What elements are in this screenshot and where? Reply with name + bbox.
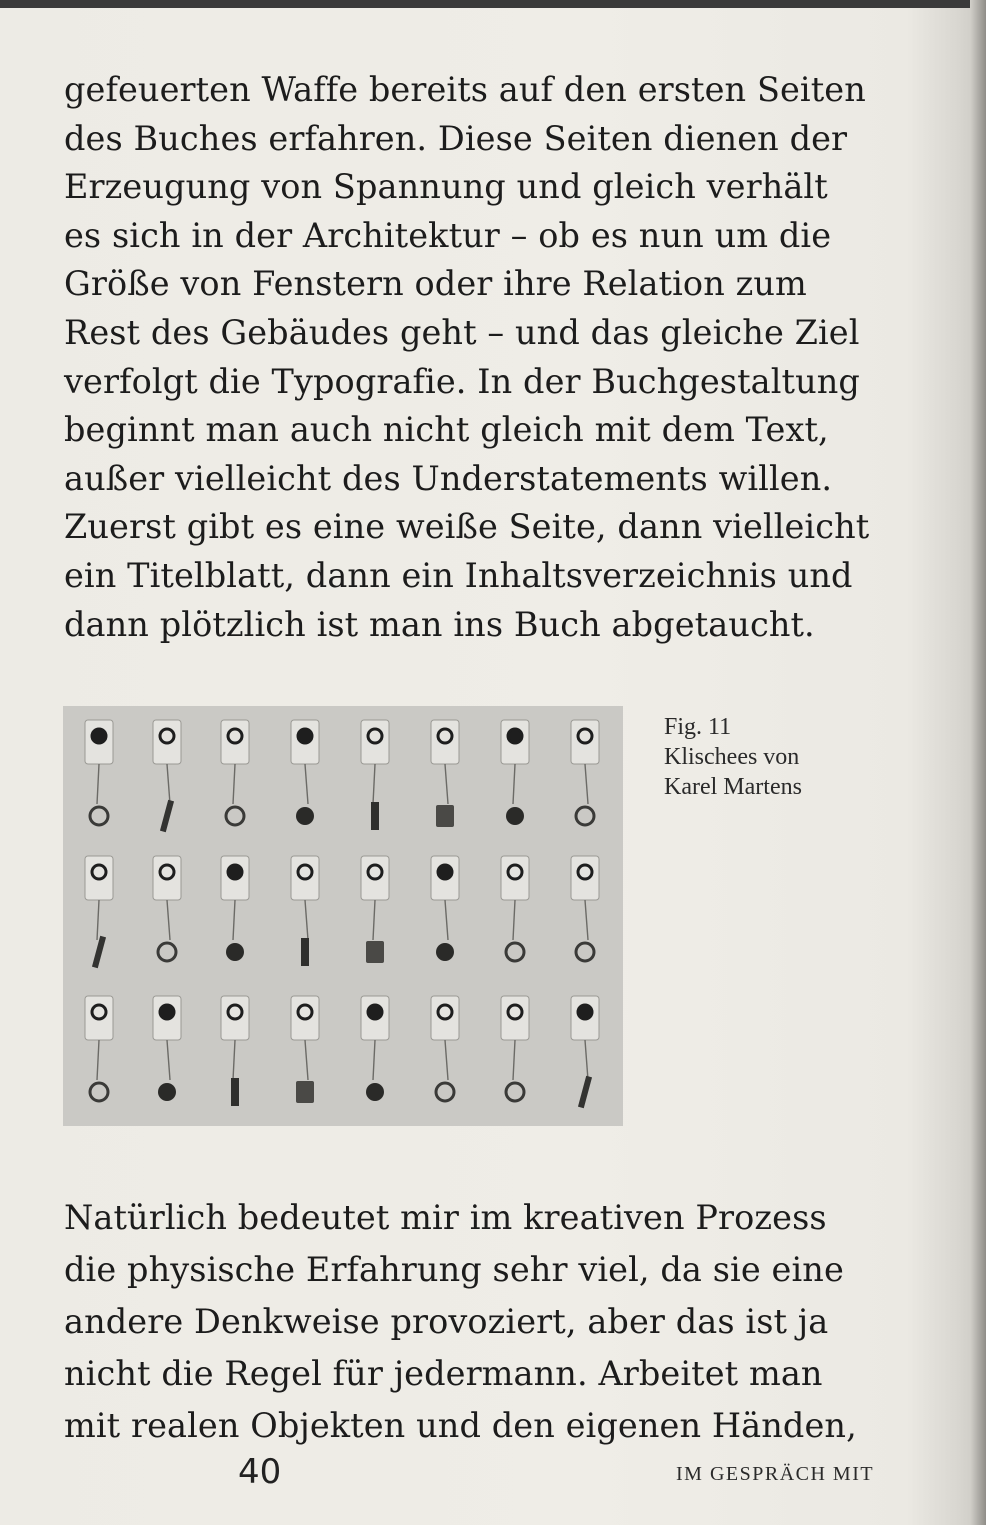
hanging-bar [231, 1078, 239, 1106]
text-line: beginnt man auch nicht gleich mit dem Text, [64, 410, 829, 450]
tag-symbol [438, 865, 452, 879]
text-line: Zuerst gibt es eine weiße Seite, dann vielleicht [64, 507, 870, 547]
hanging-disc [506, 807, 524, 825]
text-line: die physische Erfahrung sehr viel, da sie eine [64, 1250, 844, 1289]
text-line: des Buches erfahren. Diese Seiten dienen der [64, 118, 848, 158]
tag-symbol [160, 1005, 174, 1019]
show-through-decoration [880, 60, 986, 1420]
figure-caption [664, 712, 802, 802]
text-line: es sich in der Architektur – ob es nun um die [64, 215, 832, 255]
body-paragraph-2 [64, 1192, 894, 1452]
hanging-block [436, 805, 454, 827]
tag-symbol [228, 865, 242, 879]
tag-symbol [92, 729, 106, 743]
text-line: andere Denkweise provoziert, aber das ist ja [64, 1302, 829, 1341]
running-head: IM GESPRÄCH MIT [676, 1463, 875, 1485]
page-number: 40 [238, 1452, 282, 1492]
text-line: Erzeugung von Spannung und gleich verhält [64, 167, 828, 207]
tag-symbol [368, 1005, 382, 1019]
text-line: gefeuerten Waffe bereits auf den ersten Seiten [64, 70, 866, 109]
hanging-bar [371, 802, 379, 830]
caption-line: Karel Martens [664, 774, 802, 800]
caption-figure-number: Fig. 11 [664, 714, 732, 740]
hanging-block [366, 941, 384, 963]
scan-edge [0, 0, 986, 8]
klischees-illustration [63, 706, 623, 1126]
hanging-disc [296, 807, 314, 825]
text-line: nicht die Regel für jedermann. Arbeitet man [64, 1354, 823, 1393]
hanging-block [296, 1081, 314, 1103]
tag-symbol [298, 729, 312, 743]
tag-symbol [578, 1005, 592, 1019]
text-line: ein Titelblatt, dann ein Inhaltsverzeichnis und [64, 555, 853, 595]
text-line: mit realen Objekten und den eigenen Händen, [64, 1406, 857, 1445]
hanging-disc [436, 943, 454, 961]
text-line: Natürlich bedeutet mir im kreativen Prozess [64, 1198, 827, 1237]
photo-backdrop [63, 706, 623, 1126]
hanging-disc [226, 943, 244, 961]
text-line: Größe von Fenstern oder ihre Relation zum [64, 264, 807, 304]
hanging-disc [158, 1083, 176, 1101]
text-line: dann plötzlich ist man ins Buch abgetaucht. [64, 604, 815, 644]
body-paragraph-1 [64, 66, 894, 649]
text-line: Rest des Gebäudes geht – und das gleiche Ziel [64, 312, 860, 352]
tag-symbol [508, 729, 522, 743]
hanging-bar [301, 938, 309, 966]
text-line: außer vielleicht des Understatements willen. [64, 458, 833, 498]
hanging-disc [366, 1083, 384, 1101]
figure-photo-klischees [63, 706, 623, 1126]
text-line: verfolgt die Typografie. In der Buchgestaltung [64, 361, 860, 401]
caption-line: Klischees von [664, 744, 800, 770]
